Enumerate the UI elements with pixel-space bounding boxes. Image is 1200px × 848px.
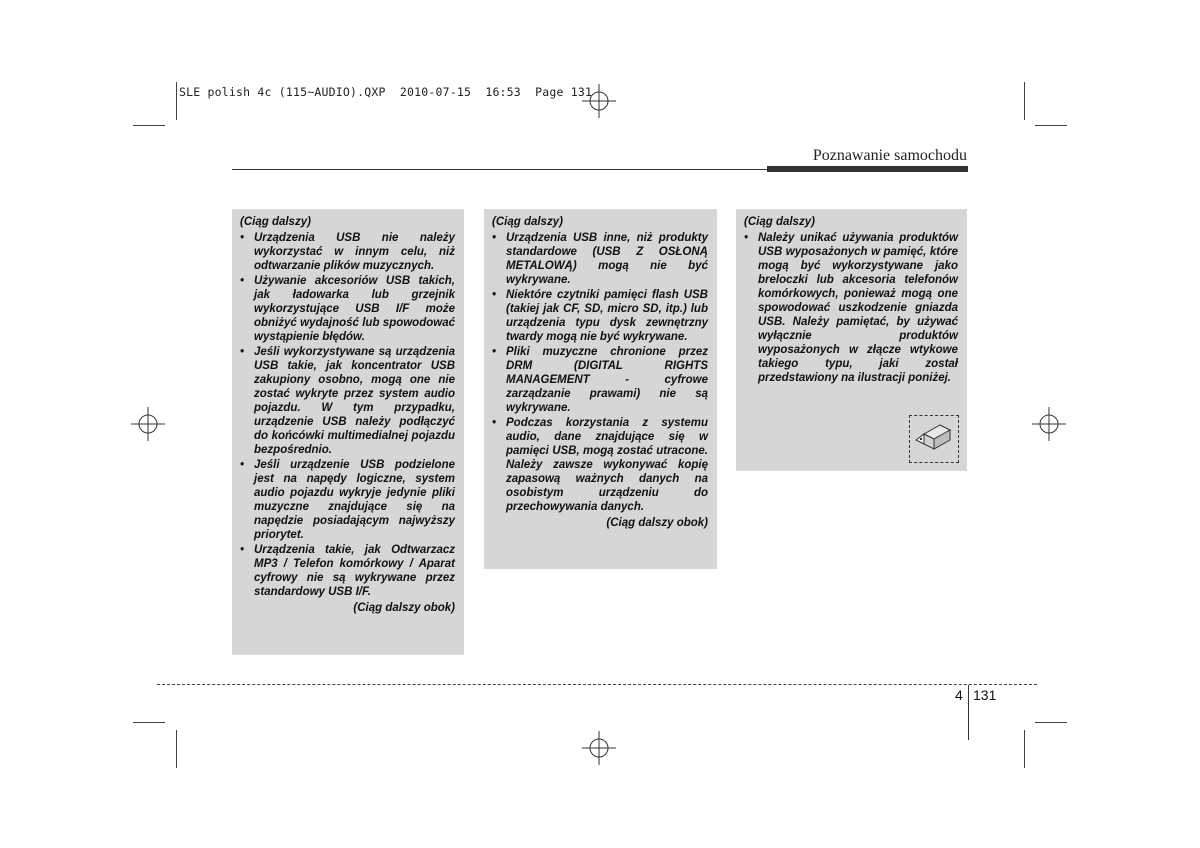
registration-mark-top	[582, 84, 616, 118]
list-item: • Należy unikać używania produktów USB wyposażonych w pamięć, które mogą być wykorzystywane jako breloczki lub akcesoria telefonów komórkowych, ponieważ mogą one spowodować uszkodzenie gniazda USB. Należy pamiętać, by używać wyłącznie produktów wyposażonych w złącze wtykowe takiego typu, jaki został przedstawiony na ilustracji poniżej.	[744, 232, 958, 384]
print-slug: SLE polish 4c (115~AUDIO).QXP 2010-07-15 16:53 Page 131	[179, 85, 593, 99]
note-list	[240, 231, 455, 599]
continued-label: (Ciąg dalszy)	[492, 216, 563, 228]
note-box-2	[484, 209, 717, 569]
section-title: Poznawanie samochodu	[812, 147, 967, 164]
list-item: • Jeśli wykorzystywane są urządzenia USB takie, jak koncentrator USB zakupiony osobno, mogą one nie zostać wykryte przez system audio pojazdu. W tym przypadku, urządzenie USB należy podłączyć do końcówki multimedialnej pojazdu bezpośrednio.	[240, 346, 455, 456]
note-list	[492, 231, 708, 514]
registration-mark-right	[1032, 407, 1066, 441]
list-item: • Urządzenia USB inne, niż produkty standardowe (USB Z OSŁONĄ METALOWĄ) mogą nie być wykrywane.	[492, 232, 708, 286]
registration-mark-bottom	[582, 731, 616, 765]
usb-flash-drive-icon	[910, 416, 958, 462]
list-item: • Niektóre czytniki pamięci flash USB (takiej jak CF, SD, micro SD, itp.) lub urządzenia typu dysk zewnętrzny twardy mogą nie być wykrywane.	[492, 289, 708, 343]
registration-mark-left	[131, 407, 165, 441]
list-item: • Urządzenia USB nie należy wykorzystać w innym celu, niż odtwarzanie plików muzycznych.	[240, 232, 455, 272]
footer-rule	[157, 684, 1037, 685]
chapter-number: 4	[955, 687, 963, 703]
continued-next-label: (Ciąg dalszy obok)	[353, 602, 455, 614]
continued-next-label: (Ciąg dalszy obok)	[606, 517, 708, 529]
list-item: • Podczas korzystania z systemu audio, dane znajdujące się w pamięci USB, mogą zostać utracone. Należy zawsze wykonywać kopię zapasową ważnych danych na osobistym urządzeniu do przechowywania danych.	[492, 417, 708, 513]
list-item: • Pliki muzyczne chronione przez DRM (DIGITAL RIGHTS MANAGEMENT - cyfrowe zarządzanie prawami) nie są wykrywane.	[492, 346, 708, 414]
note-box-1	[232, 209, 464, 655]
continued-label: (Ciąg dalszy)	[744, 216, 815, 228]
page-number-divider	[968, 685, 969, 740]
note-box-3	[736, 209, 967, 471]
header-rule	[232, 169, 767, 170]
list-item: • Używanie akcesoriów USB takich, jak ładowarka lub grzejnik wykorzystujące USB I/F może obniżyć wydajność lub spowodować wystąpienie błędów.	[240, 275, 455, 343]
continued-label: (Ciąg dalszy)	[240, 216, 311, 228]
list-item: • Urządzenia takie, jak Odtwarzacz MP3 / Telefon komórkowy / Aparat cyfrowy nie są wykrywane przez standardowy USB I/F.	[240, 544, 455, 598]
page-number-value: 131	[973, 687, 997, 703]
usb-illustration	[909, 415, 959, 463]
note-list	[744, 231, 958, 385]
list-item: • Jeśli urządzenie USB podzielone jest na napędy logiczne, system audio pojazdu wykryje jedynie pliki muzyczne znajdujące się na napędzie posiadającym najwyższy priorytet.	[240, 459, 455, 541]
header-bar	[767, 166, 968, 172]
